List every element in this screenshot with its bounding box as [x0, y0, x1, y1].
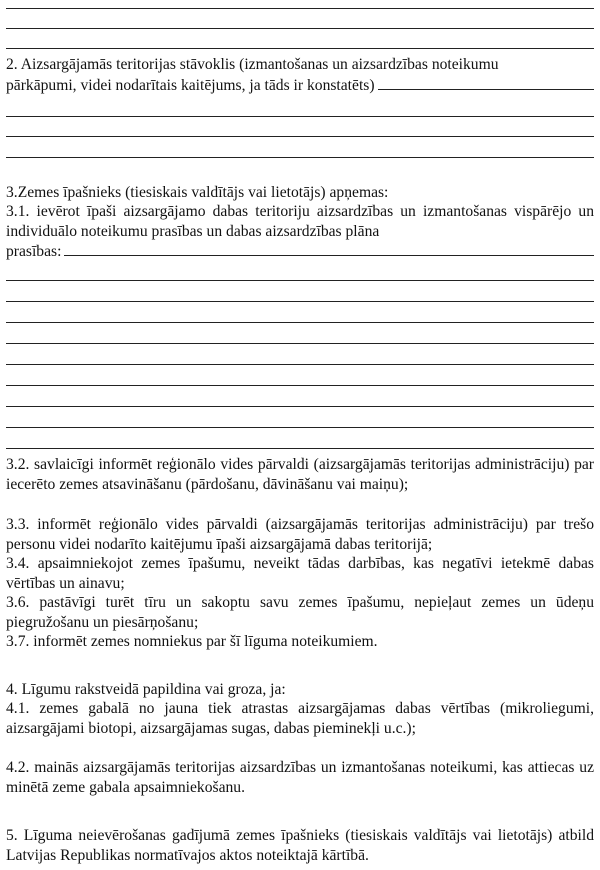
item-3-1-end-text: prasības:: [6, 243, 62, 260]
item-4-2: 4.2. mainās aizsargājamās teritorijas aizsardzības un izmantošanas noteikumi, kas attiecas uz minētā zeme gabala apsaimniekošanu.: [6, 759, 594, 796]
item-3-2: 3.2. savlaicīgi informēt reģionālo vides pārvaldi (aizsargājamās teritorijas administrāciju) par iecerēto zemes atsavināšanu (pārdošanu, dāvināšanu vai maiņu);: [6, 456, 594, 493]
item-3-7: 3.7. informēt zemes nomniekus par šī līguma noteikumiem.: [6, 633, 378, 650]
blank-line[interactable]: [6, 48, 594, 49]
blank-line[interactable]: [6, 157, 594, 158]
blank-line[interactable]: [6, 322, 594, 323]
blank-line[interactable]: [6, 116, 594, 117]
item-3-3: 3.3. informēt reģionālo vides pārvaldi (aizsargājamās teritorijas administrāciju) par trešo personu videi nodarīto kaitējumu īpaši aizsargājamā dabas teritorijā;: [6, 516, 594, 553]
item-3-1: 3.1. ievērot īpaši aizsargājamo dabas teritoriju aizsardzības un izmantošanas vispārējo un individuālo noteikumu prasības un dabas aizsardzības plāna: [6, 203, 594, 240]
blank-line[interactable]: [6, 136, 594, 137]
section-3-heading: 3.Zemes īpašnieks (tiesiskais valdītājs vai lietotājs) apņemas:: [6, 184, 389, 201]
blank-line[interactable]: [6, 427, 594, 428]
blank-line[interactable]: [6, 280, 594, 281]
blank-line[interactable]: [6, 301, 594, 302]
fill-in-blank[interactable]: [64, 241, 594, 256]
item-4-1: 4.1. zemes gabalā no jauna tiek atrastas aizsargājamas dabas vērtības (mikroliegumi, aizsargājami biotopi, aizsargājamas sugas, dabas pieminekļi u.c.);: [6, 700, 594, 737]
blank-line[interactable]: [6, 8, 594, 9]
blank-line[interactable]: [6, 385, 594, 386]
section-4-heading: 4. Līgumu rakstveidā papildina vai groza, ja:: [6, 681, 286, 698]
item-3-1-end: [6, 241, 594, 262]
section-2-line-2: [6, 75, 594, 96]
item-3-6: 3.6. pastāvīgi turēt tīru un sakoptu savu zemes īpašumu, nepieļaut zemes un ūdeņu piegružošanu un piesārņošanu;: [6, 594, 594, 631]
section-5-text: 5. Līguma neievērošanas gadījumā zemes īpašnieks (tiesiskais valdītājs vai lietotājs) atbild Latvijas Republikas normatīvajos aktos noteiktajā kārtībā.: [6, 827, 594, 864]
item-3-4: 3.4. apsaimniekojot zemes īpašumu, neveikt tādas darbības, kas negatīvi ietekmē dabas vērtības un ainavu;: [6, 555, 594, 592]
blank-line[interactable]: [6, 364, 594, 365]
blank-line[interactable]: [6, 448, 594, 449]
blank-line[interactable]: [6, 28, 594, 29]
section-2-line-1: 2. Aizsargājamās teritorijas stāvoklis (izmantošanas un aizsardzības noteikumu: [6, 56, 499, 73]
fill-in-blank[interactable]: [378, 75, 594, 90]
blank-line[interactable]: [6, 343, 594, 344]
section-2-line-2-text: pārkāpumi, videi nodarītais kaitējums, ja tāds ir konstatēts): [6, 77, 375, 94]
blank-line[interactable]: [6, 406, 594, 407]
